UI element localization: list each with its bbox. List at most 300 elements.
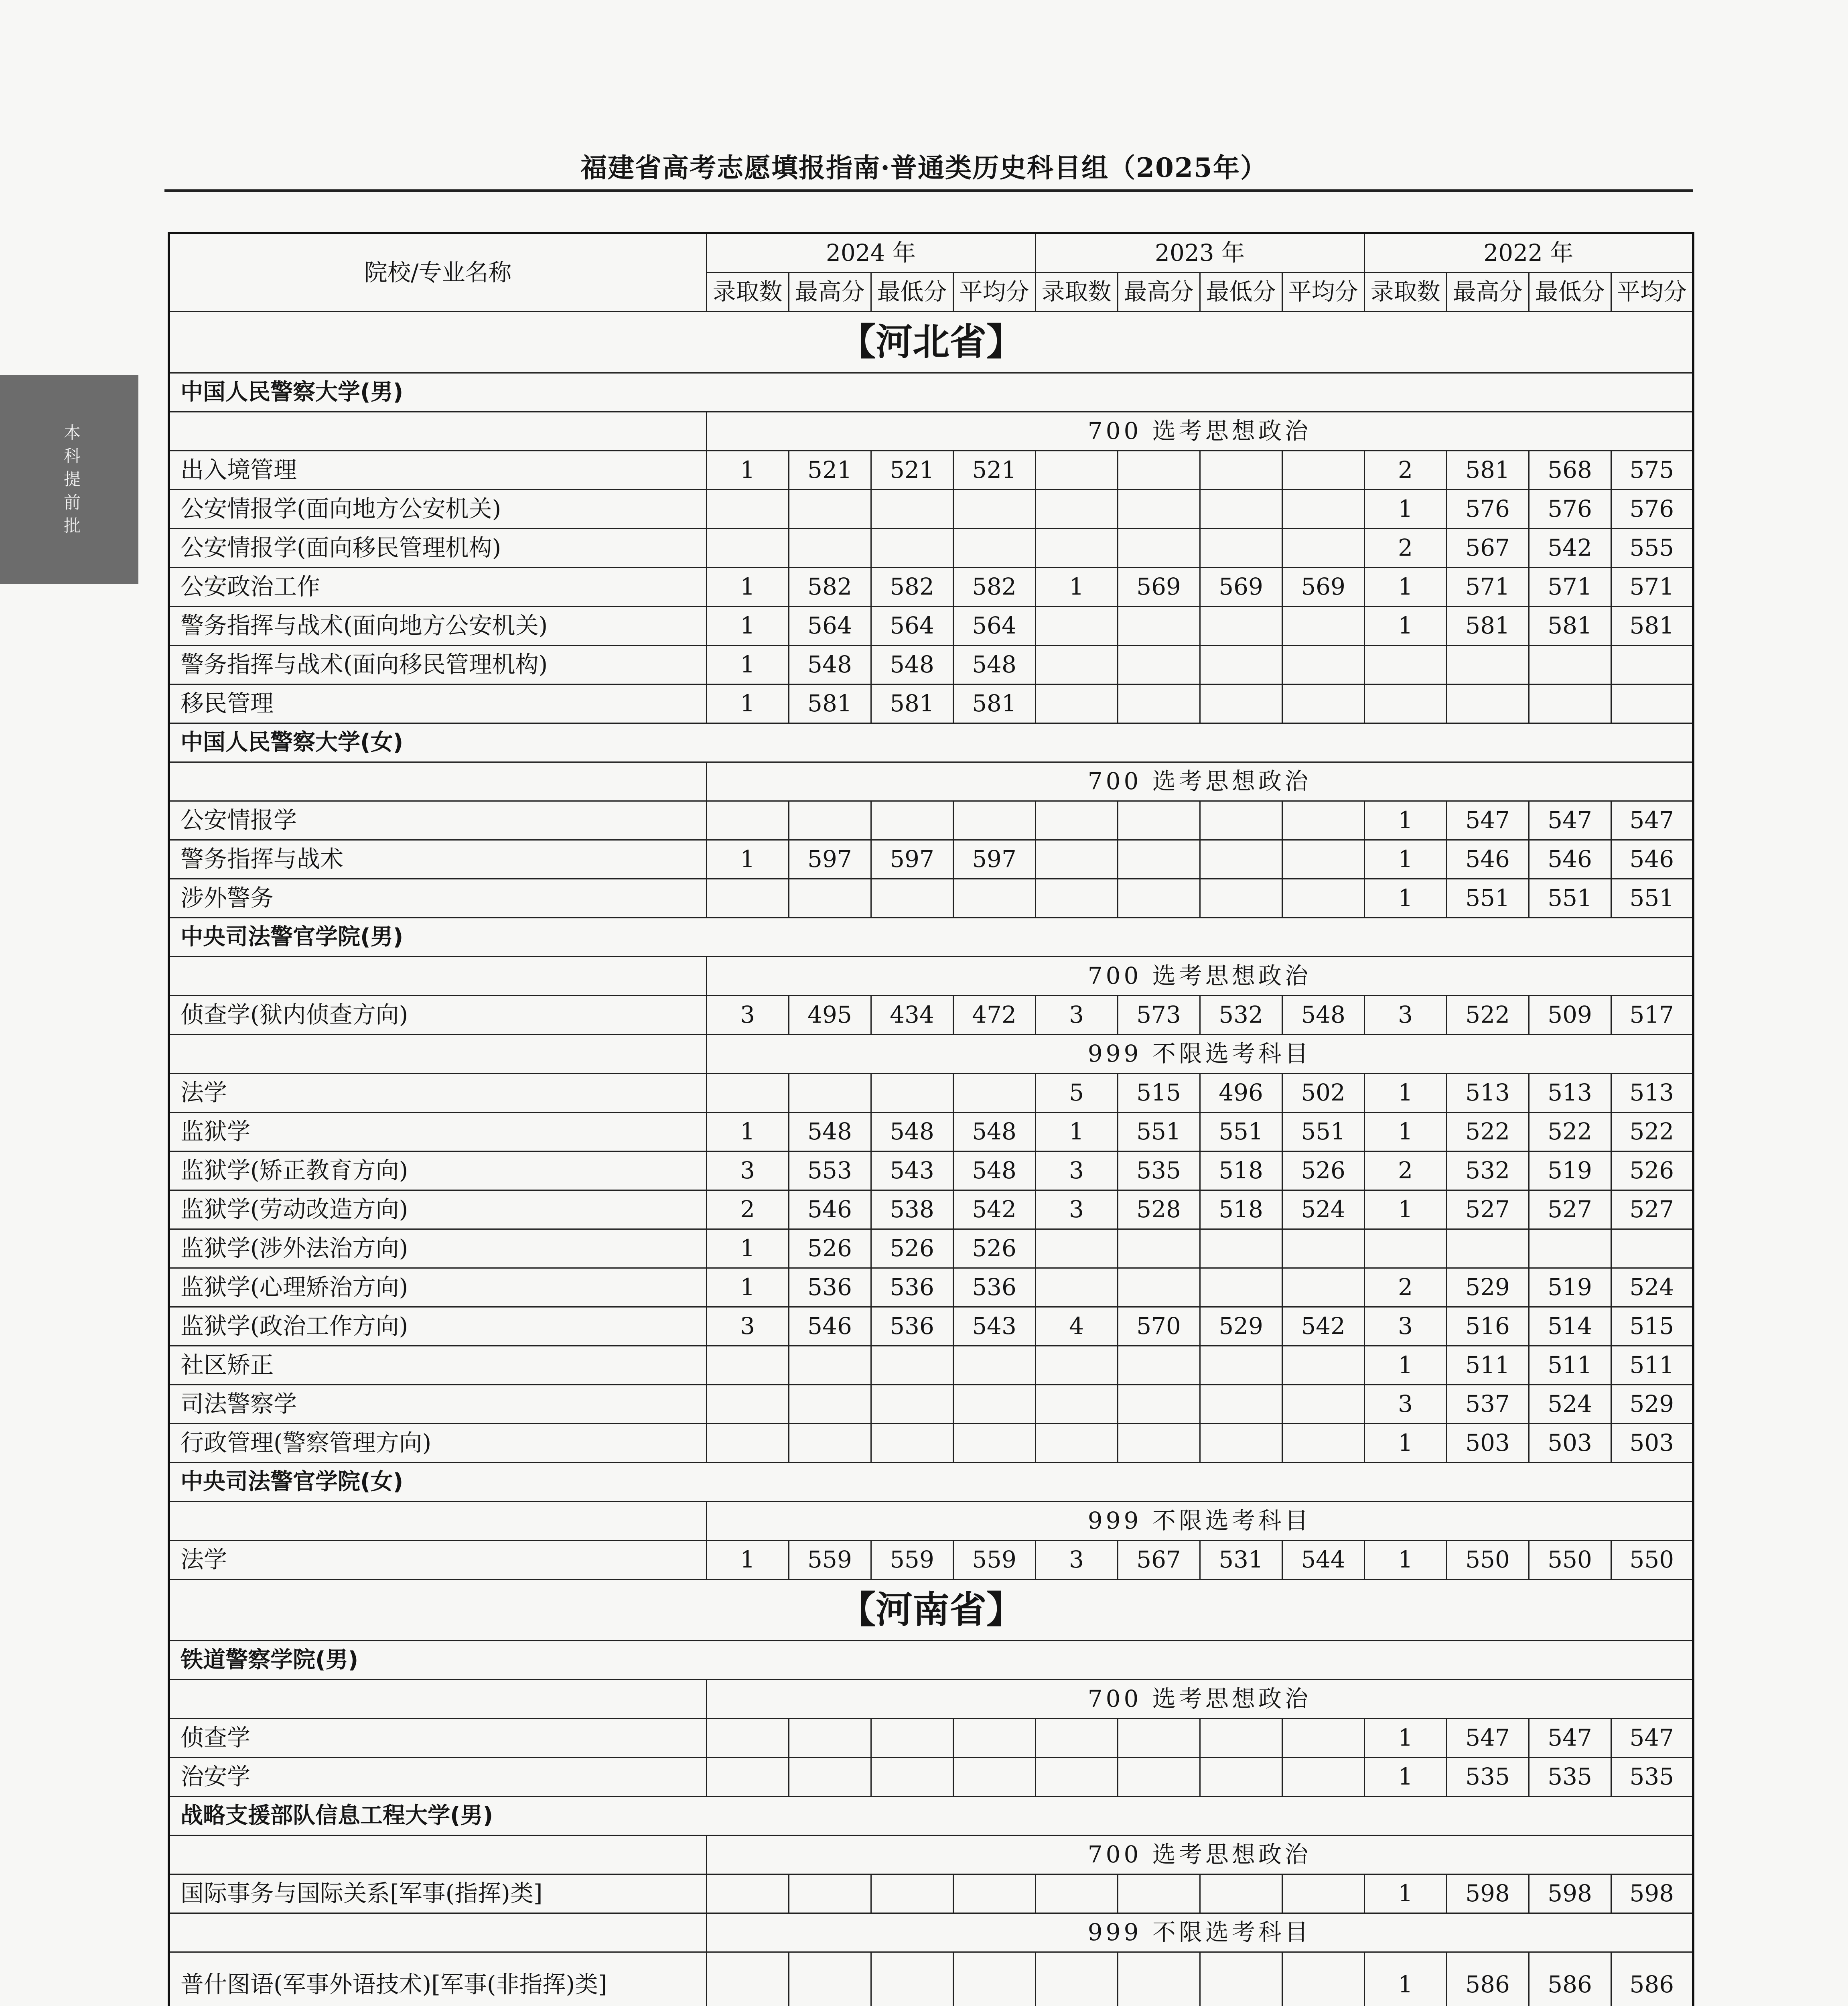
province-row: [169, 1580, 1693, 1641]
major-row: [169, 1307, 1693, 1346]
score-cell: 3: [706, 996, 789, 1035]
score-cell: [871, 1874, 953, 1913]
school-name: 中国人民警察大学(男): [169, 373, 1693, 412]
metric-header: 最低分: [1200, 273, 1282, 312]
score-cell: 586: [1611, 1952, 1693, 2006]
score-cell: [1118, 490, 1200, 529]
score-cell: [1035, 684, 1118, 723]
score-cell: 526: [1282, 1151, 1364, 1190]
score-cell: [1035, 840, 1118, 879]
major-row: [169, 1190, 1693, 1229]
score-cell: [1446, 1229, 1529, 1268]
school-row: [169, 918, 1693, 957]
score-cell: 518: [1200, 1151, 1282, 1190]
score-cell: 3: [706, 1307, 789, 1346]
major-name: 出入境管理: [169, 451, 706, 490]
score-cell: [789, 801, 871, 840]
subject-requirement-row: [169, 957, 1693, 996]
score-cell: [789, 529, 871, 568]
score-cell: 581: [1611, 607, 1693, 646]
score-cell: 535: [1446, 1758, 1529, 1797]
score-cell: [953, 1719, 1035, 1758]
metric-header: 录取数: [706, 273, 789, 312]
score-cell: [1364, 684, 1446, 723]
score-cell: 529: [1200, 1307, 1282, 1346]
score-cell: 2: [706, 1190, 789, 1229]
score-cell: 571: [1446, 568, 1529, 607]
score-cell: 571: [1611, 568, 1693, 607]
score-cell: [1282, 1229, 1364, 1268]
score-cell: [706, 1346, 789, 1385]
score-cell: 522: [1611, 1113, 1693, 1151]
score-cell: 513: [1446, 1074, 1529, 1113]
score-cell: [1611, 1229, 1693, 1268]
score-cell: 526: [1611, 1151, 1693, 1190]
subject-requirement: 700 选考思想政治: [706, 412, 1693, 451]
score-cell: 1: [706, 1229, 789, 1268]
score-cell: [1035, 607, 1118, 646]
metric-header: 最高分: [789, 273, 871, 312]
score-cell: [1611, 684, 1693, 723]
score-cell: 1: [706, 607, 789, 646]
score-cell: [1035, 646, 1118, 684]
score-cell: 1: [1364, 801, 1446, 840]
score-cell: 581: [1446, 607, 1529, 646]
score-cell: [953, 529, 1035, 568]
subject-requirement-row: [169, 1502, 1693, 1541]
score-cell: [1200, 1758, 1282, 1797]
score-cell: 522: [1446, 996, 1529, 1035]
score-cell: 576: [1611, 490, 1693, 529]
score-cell: 536: [871, 1307, 953, 1346]
major-name: 社区矫正: [169, 1346, 706, 1385]
score-cell: 569: [1282, 568, 1364, 607]
score-cell: [1200, 1385, 1282, 1424]
score-cell: [953, 801, 1035, 840]
major-name: 警务指挥与战术: [169, 840, 706, 879]
side-tab: [0, 375, 138, 584]
score-cell: [1200, 879, 1282, 918]
score-cell: [1200, 607, 1282, 646]
score-cell: [789, 1952, 871, 2006]
score-cell: 576: [1446, 490, 1529, 529]
score-cell: [1200, 646, 1282, 684]
score-cell: [1035, 490, 1118, 529]
score-cell: 529: [1611, 1385, 1693, 1424]
score-cell: 547: [1446, 801, 1529, 840]
score-cell: [706, 1424, 789, 1463]
blank-cell: [169, 957, 706, 996]
score-cell: [1282, 879, 1364, 918]
score-cell: 581: [953, 684, 1035, 723]
score-cell: 551: [1611, 879, 1693, 918]
score-cell: 536: [953, 1268, 1035, 1307]
score-cell: [1118, 1229, 1200, 1268]
score-cell: 586: [1446, 1952, 1529, 2006]
score-cell: [706, 529, 789, 568]
score-cell: 1: [706, 1541, 789, 1580]
major-name: 法学: [169, 1541, 706, 1580]
subject-requirement-row: [169, 1835, 1693, 1874]
major-row: [169, 1385, 1693, 1424]
score-cell: [1282, 451, 1364, 490]
score-cell: [1118, 1719, 1200, 1758]
major-row: [169, 996, 1693, 1035]
score-cell: [1035, 1874, 1118, 1913]
score-cell: 2: [1364, 1151, 1446, 1190]
major-row: [169, 1952, 1693, 2006]
score-cell: [1200, 1719, 1282, 1758]
score-cell: [1118, 1268, 1200, 1307]
score-cell: [1282, 1719, 1364, 1758]
score-cell: [789, 1874, 871, 1913]
score-cell: [1282, 1424, 1364, 1463]
score-cell: [1364, 646, 1446, 684]
score-cell: [1282, 1952, 1364, 2006]
score-cell: 1: [1364, 1074, 1446, 1113]
metric-header: 平均分: [953, 273, 1035, 312]
score-cell: 597: [789, 840, 871, 879]
school-name: 中央司法警官学院(女): [169, 1463, 1693, 1502]
year-header-2022: 2022 年: [1364, 233, 1693, 273]
score-cell: 546: [789, 1307, 871, 1346]
score-cell: 1: [706, 1268, 789, 1307]
score-cell: [1200, 1346, 1282, 1385]
major-name: 侦查学: [169, 1719, 706, 1758]
score-cell: 526: [789, 1229, 871, 1268]
score-cell: [1200, 1229, 1282, 1268]
score-cell: 569: [1118, 568, 1200, 607]
score-cell: 547: [1611, 1719, 1693, 1758]
subject-requirement-row: [169, 1035, 1693, 1074]
score-cell: 1: [1364, 1424, 1446, 1463]
score-cell: [1611, 646, 1693, 684]
score-cell: 567: [1446, 529, 1529, 568]
school-name: 战略支援部队信息工程大学(男): [169, 1797, 1693, 1835]
major-name: 公安情报学: [169, 801, 706, 840]
score-cell: [706, 1385, 789, 1424]
score-cell: 1: [706, 568, 789, 607]
major-name: 监狱学: [169, 1113, 706, 1151]
major-name: 普什图语(军事外语技术)[军事(非指挥)类]: [169, 1952, 706, 2006]
score-cell: 536: [871, 1268, 953, 1307]
score-cell: 1: [1364, 607, 1446, 646]
score-cell: 1: [1364, 1113, 1446, 1151]
score-cell: 547: [1611, 801, 1693, 840]
score-cell: 3: [706, 1151, 789, 1190]
score-cell: [1282, 1874, 1364, 1913]
major-name: 司法警察学: [169, 1385, 706, 1424]
score-cell: [871, 1074, 953, 1113]
score-cell: 548: [871, 646, 953, 684]
school-name: 中国人民警察大学(女): [169, 723, 1693, 762]
score-cell: 582: [789, 568, 871, 607]
score-cell: [1529, 684, 1611, 723]
major-row: [169, 1424, 1693, 1463]
blank-cell: [169, 1035, 706, 1074]
blank-cell: [169, 1835, 706, 1874]
subject-requirement: 999 不限选考科目: [706, 1502, 1693, 1541]
score-cell: [871, 1385, 953, 1424]
score-cell: 551: [1446, 879, 1529, 918]
subject-requirement: 700 选考思想政治: [706, 762, 1693, 801]
score-cell: [706, 1719, 789, 1758]
score-cell: [706, 801, 789, 840]
score-cell: [1118, 879, 1200, 918]
score-cell: [871, 1424, 953, 1463]
major-name: 监狱学(涉外法治方向): [169, 1229, 706, 1268]
score-cell: 547: [1529, 801, 1611, 840]
blank-cell: [169, 1502, 706, 1541]
metric-header: 平均分: [1282, 273, 1364, 312]
score-cell: 472: [953, 996, 1035, 1035]
major-name: 涉外警务: [169, 879, 706, 918]
score-cell: [789, 1385, 871, 1424]
province-row: [169, 312, 1693, 373]
score-cell: 559: [789, 1541, 871, 1580]
score-cell: 548: [789, 1113, 871, 1151]
year-header-2023: 2023 年: [1035, 233, 1364, 273]
score-cell: 548: [953, 1113, 1035, 1151]
score-cell: [1282, 1385, 1364, 1424]
score-cell: [953, 1874, 1035, 1913]
blank-cell: [169, 412, 706, 451]
score-cell: 531: [1200, 1541, 1282, 1580]
province-title: 【河南省】: [169, 1580, 1693, 1641]
score-cell: 1: [706, 1113, 789, 1151]
score-cell: [871, 1952, 953, 2006]
score-cell: 1: [706, 451, 789, 490]
subject-requirement: 700 选考思想政治: [706, 1835, 1693, 1874]
score-cell: [871, 529, 953, 568]
score-cell: 2: [1364, 451, 1446, 490]
score-cell: 1: [1364, 1758, 1446, 1797]
major-row: [169, 568, 1693, 607]
running-header: 福建省高考志愿填报指南·普通类历史科目组（2025年）: [580, 152, 1268, 183]
score-cell: 532: [1200, 996, 1282, 1035]
major-name: 公安政治工作: [169, 568, 706, 607]
major-name: 法学: [169, 1074, 706, 1113]
score-cell: [871, 1719, 953, 1758]
school-row: [169, 1797, 1693, 1835]
score-cell: 1: [1364, 490, 1446, 529]
major-name: 公安情报学(面向移民管理机构): [169, 529, 706, 568]
subject-requirement-row: [169, 1913, 1693, 1952]
score-cell: 515: [1611, 1307, 1693, 1346]
side-tab-label: 本科提前批: [63, 423, 81, 536]
score-cell: [871, 801, 953, 840]
score-cell: 3: [1364, 1307, 1446, 1346]
major-row: [169, 607, 1693, 646]
major-name: 行政管理(警察管理方向): [169, 1424, 706, 1463]
score-cell: [789, 1346, 871, 1385]
score-cell: 535: [1529, 1758, 1611, 1797]
score-cell: [1282, 684, 1364, 723]
major-row: [169, 1719, 1693, 1758]
metric-header: 平均分: [1611, 273, 1693, 312]
score-cell: [1200, 451, 1282, 490]
score-cell: 511: [1611, 1346, 1693, 1385]
score-cell: 434: [871, 996, 953, 1035]
score-cell: [706, 879, 789, 918]
score-cell: 3: [1364, 996, 1446, 1035]
major-name: 警务指挥与战术(面向地方公安机关): [169, 607, 706, 646]
score-cell: 598: [1446, 1874, 1529, 1913]
score-cell: [1200, 1424, 1282, 1463]
score-cell: [1282, 840, 1364, 879]
score-cell: 522: [1529, 1113, 1611, 1151]
admission-score-table: [168, 232, 1694, 2006]
major-name: 国际事务与国际关系[军事(指挥)类]: [169, 1874, 706, 1913]
major-row: [169, 879, 1693, 918]
score-cell: 1: [706, 646, 789, 684]
score-cell: 544: [1282, 1541, 1364, 1580]
school-row: [169, 373, 1693, 412]
score-cell: [953, 879, 1035, 918]
score-cell: [1529, 1229, 1611, 1268]
score-cell: 569: [1200, 568, 1282, 607]
score-cell: [953, 1952, 1035, 2006]
score-cell: 581: [871, 684, 953, 723]
score-cell: 527: [1611, 1190, 1693, 1229]
score-cell: 581: [1446, 451, 1529, 490]
score-cell: [953, 490, 1035, 529]
score-cell: 496: [1200, 1074, 1282, 1113]
score-cell: 568: [1529, 451, 1611, 490]
score-cell: [1282, 490, 1364, 529]
score-cell: 581: [1529, 607, 1611, 646]
score-cell: 1: [1035, 568, 1118, 607]
major-row: [169, 529, 1693, 568]
score-cell: 542: [1529, 529, 1611, 568]
score-cell: [953, 1758, 1035, 1797]
score-cell: 3: [1035, 1190, 1118, 1229]
school-row: [169, 723, 1693, 762]
score-cell: [1200, 490, 1282, 529]
score-cell: 526: [871, 1229, 953, 1268]
score-cell: 548: [953, 646, 1035, 684]
major-name: 监狱学(心理矫治方向): [169, 1268, 706, 1307]
major-name: 监狱学(矫正教育方向): [169, 1151, 706, 1190]
score-cell: [1118, 1952, 1200, 2006]
score-cell: 551: [1200, 1113, 1282, 1151]
metric-header: 最高分: [1118, 273, 1200, 312]
blank-cell: [169, 1680, 706, 1719]
major-row: [169, 646, 1693, 684]
blank-cell: [169, 1913, 706, 1952]
major-row: [169, 1229, 1693, 1268]
subject-requirement-row: [169, 762, 1693, 801]
score-cell: 517: [1611, 996, 1693, 1035]
score-cell: 548: [789, 646, 871, 684]
score-cell: [871, 879, 953, 918]
major-row: [169, 490, 1693, 529]
score-cell: 503: [1611, 1424, 1693, 1463]
score-cell: 559: [871, 1541, 953, 1580]
score-cell: [1200, 840, 1282, 879]
major-row: [169, 1268, 1693, 1307]
score-cell: 535: [1611, 1758, 1693, 1797]
score-cell: [1200, 801, 1282, 840]
score-cell: 543: [953, 1307, 1035, 1346]
score-cell: 2: [1364, 1268, 1446, 1307]
score-cell: [1282, 801, 1364, 840]
year-header-2024: 2024 年: [706, 233, 1035, 273]
school-name: 中央司法警官学院(男): [169, 918, 1693, 957]
school-name: 铁道警察学院(男): [169, 1641, 1693, 1680]
score-cell: [953, 1074, 1035, 1113]
score-cell: 518: [1200, 1190, 1282, 1229]
score-cell: 524: [1611, 1268, 1693, 1307]
score-cell: 532: [1446, 1151, 1529, 1190]
score-cell: 543: [871, 1151, 953, 1190]
score-cell: 511: [1529, 1346, 1611, 1385]
score-cell: 546: [789, 1190, 871, 1229]
score-cell: 527: [1446, 1190, 1529, 1229]
score-cell: [1035, 1268, 1118, 1307]
score-cell: 513: [1611, 1074, 1693, 1113]
score-cell: [1035, 1952, 1118, 2006]
score-cell: 553: [789, 1151, 871, 1190]
year-header-row: [169, 233, 1693, 273]
score-cell: [789, 490, 871, 529]
score-cell: 550: [1611, 1541, 1693, 1580]
score-cell: [1118, 1758, 1200, 1797]
score-cell: [1282, 607, 1364, 646]
score-cell: [953, 1385, 1035, 1424]
score-cell: 1: [1035, 1113, 1118, 1151]
score-cell: 597: [953, 840, 1035, 879]
metric-header: 录取数: [1364, 273, 1446, 312]
score-cell: 529: [1446, 1268, 1529, 1307]
province-title: 【河北省】: [169, 312, 1693, 373]
major-row: [169, 451, 1693, 490]
score-cell: 586: [1529, 1952, 1611, 2006]
score-cell: [1118, 1385, 1200, 1424]
major-row: [169, 684, 1693, 723]
score-cell: 547: [1446, 1719, 1529, 1758]
score-cell: 581: [789, 684, 871, 723]
score-cell: [789, 1074, 871, 1113]
score-cell: 1: [1364, 879, 1446, 918]
score-cell: 502: [1282, 1074, 1364, 1113]
major-name: 治安学: [169, 1758, 706, 1797]
score-cell: [1035, 1229, 1118, 1268]
score-cell: 3: [1364, 1385, 1446, 1424]
subject-requirement: 999 不限选考科目: [706, 1913, 1693, 1952]
score-cell: [706, 490, 789, 529]
score-cell: [1200, 1874, 1282, 1913]
major-name: 移民管理: [169, 684, 706, 723]
score-cell: 555: [1611, 529, 1693, 568]
score-cell: [789, 1758, 871, 1797]
score-cell: 597: [871, 840, 953, 879]
score-cell: 524: [1282, 1190, 1364, 1229]
score-cell: 546: [1529, 840, 1611, 879]
major-row: [169, 1074, 1693, 1113]
score-cell: 598: [1529, 1874, 1611, 1913]
score-cell: [1118, 801, 1200, 840]
score-cell: 582: [871, 568, 953, 607]
header-rule: [164, 189, 1693, 192]
score-cell: [871, 1758, 953, 1797]
score-cell: [953, 1424, 1035, 1463]
score-cell: [1200, 684, 1282, 723]
score-cell: [1446, 684, 1529, 723]
metric-header: 最低分: [871, 273, 953, 312]
score-cell: 548: [953, 1151, 1035, 1190]
score-cell: [1118, 840, 1200, 879]
